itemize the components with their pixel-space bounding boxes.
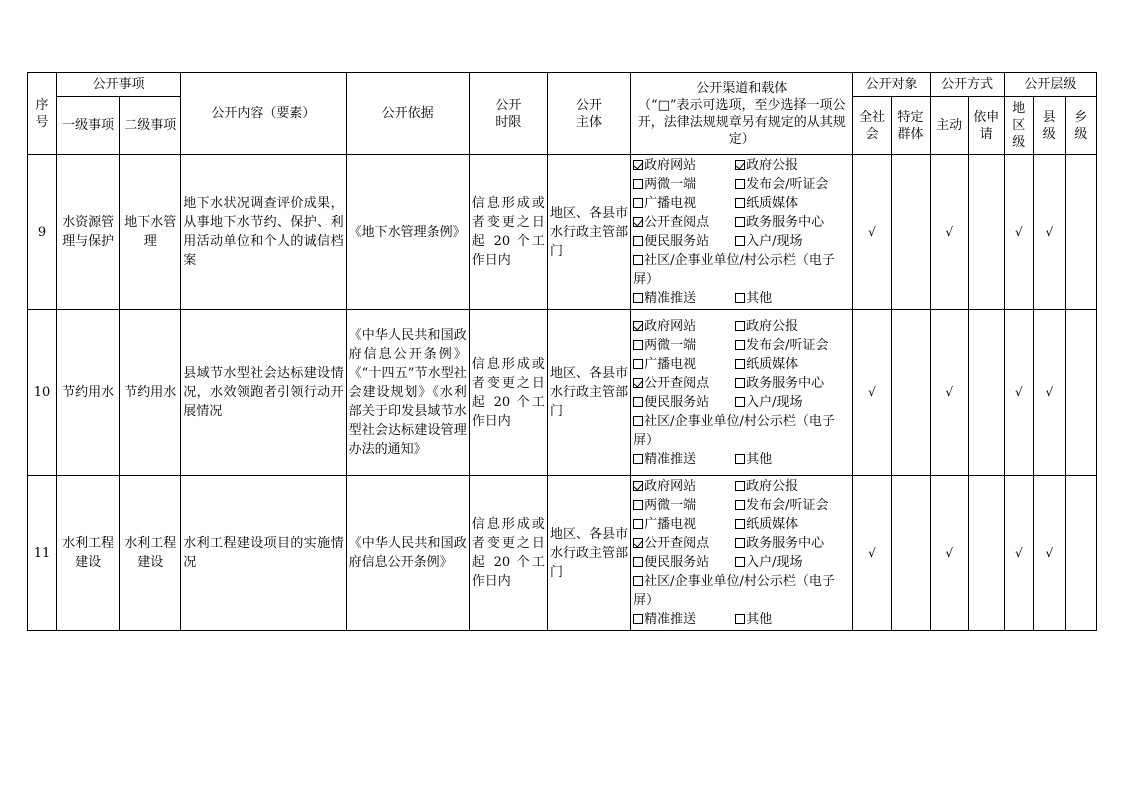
disclosure-table-sheet <box>27 72 1097 631</box>
channel-label: 发布会/听证会 <box>746 337 829 353</box>
unchecked-box-icon <box>735 538 745 548</box>
row-basis: 《地下水管理条例》 <box>346 155 469 310</box>
table-row <box>28 155 1097 310</box>
row-channels <box>631 155 853 310</box>
header-level-township-label: 乡级 <box>1074 109 1088 142</box>
channel-label: 公开查阅点 <box>644 215 710 230</box>
row-level-region: √ <box>1004 310 1033 476</box>
header-matters-group: 公开事项 <box>57 73 181 97</box>
unchecked-box-icon <box>633 255 643 265</box>
header-channels-title: 公开渠道和载体 <box>696 80 788 96</box>
unchecked-box-icon <box>633 614 643 624</box>
channel-line <box>633 412 850 450</box>
row-level-township <box>1065 155 1096 310</box>
checked-box-icon <box>633 217 643 227</box>
channel-option <box>633 289 735 308</box>
channel-label: 政务服务中心 <box>746 375 825 391</box>
unchecked-box-icon <box>633 236 643 246</box>
channel-label: 政府网站 <box>644 479 697 494</box>
row-audience-all: √ <box>853 310 891 476</box>
row-mode-active: √ <box>930 155 968 310</box>
channel-line <box>633 515 850 534</box>
channel-label: 其他 <box>746 612 773 627</box>
unchecked-box-icon <box>735 340 745 350</box>
channel-option <box>633 156 735 175</box>
header-mode-group: 公开方式 <box>930 73 1004 97</box>
channel-option <box>735 336 837 355</box>
channel-line <box>633 194 850 213</box>
channel-option <box>633 213 735 232</box>
channel-line <box>633 213 850 232</box>
channel-option <box>633 232 735 251</box>
row-seq: 11 <box>28 476 57 631</box>
channel-label: 两微一端 <box>644 498 697 513</box>
channel-line <box>633 251 850 289</box>
unchecked-box-icon <box>735 198 745 208</box>
channel-option <box>633 355 735 374</box>
unchecked-box-icon <box>633 397 643 407</box>
row-basis: 《中华人民共和国政府信息公开条例》《“十四五”节水型社会建设规划》《水利部关于印发县域节水型社会达标建设管理办法的通知》 <box>346 310 469 476</box>
channel-label: 广播电视 <box>644 517 697 532</box>
channel-label: 发布会/听证会 <box>746 498 829 513</box>
channel-option <box>735 232 837 251</box>
header-channels-note: （“□”表示可选项，至少选择一项公开，法律法规规章另有规定的从其规定） <box>637 97 846 147</box>
channel-line <box>633 175 850 194</box>
header-seq <box>28 73 57 155</box>
row-mode-active: √ <box>930 310 968 476</box>
unchecked-box-icon <box>633 293 643 303</box>
header-mode-request <box>968 97 1004 155</box>
row-content: 地下水状况调查评价成果，从事地下水节约、保护、利用活动单位和个人的诚信档案 <box>181 155 346 310</box>
channel-line <box>633 496 850 515</box>
unchecked-box-icon <box>735 481 745 491</box>
channel-label: 政府网站 <box>644 318 697 334</box>
channel-option <box>633 553 735 572</box>
row-level-region: √ <box>1004 155 1033 310</box>
channel-line <box>633 232 850 251</box>
channel-option <box>633 253 835 287</box>
row-level-township <box>1065 310 1096 476</box>
checked-box-icon <box>633 321 643 331</box>
row-channels <box>631 310 853 476</box>
channel-label: 社区/企事业单位/村公示栏（电子屏） <box>633 253 835 287</box>
row-time-limit: 信息形成或者变更之日起 20 个工作日内 <box>469 476 547 631</box>
channel-label: 政府公报 <box>746 479 799 494</box>
channel-line <box>633 355 850 374</box>
channel-line <box>633 450 850 469</box>
checked-box-icon <box>633 378 643 388</box>
channel-label: 纸质媒体 <box>746 196 799 211</box>
channel-option <box>633 496 735 515</box>
row-time-limit: 信息形成或者变更之日起 20 个工作日内 <box>469 155 547 310</box>
unchecked-box-icon <box>735 557 745 567</box>
channel-label: 政府网站 <box>644 158 697 173</box>
row-subject: 地区、各县市水行政主管部门 <box>547 310 630 476</box>
unchecked-box-icon <box>735 519 745 529</box>
channel-label: 公开查阅点 <box>644 375 710 391</box>
channel-label: 广播电视 <box>644 196 697 211</box>
channel-option <box>735 393 837 412</box>
unchecked-box-icon <box>735 321 745 331</box>
channel-option <box>633 450 735 469</box>
unchecked-box-icon <box>633 179 643 189</box>
header-audience-specific <box>891 97 930 155</box>
channel-line <box>633 374 850 393</box>
header-audience-all <box>853 97 891 155</box>
channel-label: 政府公报 <box>746 318 799 334</box>
row-level-county: √ <box>1033 155 1065 310</box>
unchecked-box-icon <box>735 500 745 510</box>
row-level1: 水利工程建设 <box>57 476 120 631</box>
channel-option <box>735 477 837 496</box>
channel-label: 精准推送 <box>644 451 697 467</box>
channel-option <box>735 175 837 194</box>
channel-option <box>633 414 835 448</box>
header-seq-label: 序号 <box>35 97 49 130</box>
channel-option <box>735 194 837 213</box>
table-body <box>28 155 1097 631</box>
header-level-region <box>1004 97 1033 155</box>
header-level-county-label: 县级 <box>1042 109 1056 142</box>
channel-label: 两微一端 <box>644 337 697 353</box>
header-subject-label: 公开主体 <box>575 97 602 130</box>
unchecked-box-icon <box>735 236 745 246</box>
row-level1: 节约用水 <box>57 310 120 476</box>
channel-option <box>633 610 735 629</box>
channel-option <box>735 450 837 469</box>
row-audience-all: √ <box>853 155 891 310</box>
channel-label: 政务服务中心 <box>746 215 825 230</box>
header-time-limit-label: 公开时限 <box>495 97 522 130</box>
row-mode-request <box>968 310 1004 476</box>
channel-option <box>633 534 735 553</box>
row-level1: 水资源管理与保护 <box>57 155 120 310</box>
unchecked-box-icon <box>633 519 643 529</box>
unchecked-box-icon <box>633 359 643 369</box>
checked-box-icon <box>735 160 745 170</box>
unchecked-box-icon <box>633 454 643 464</box>
channel-line <box>633 610 850 629</box>
header-level-county <box>1033 97 1065 155</box>
row-mode-request <box>968 155 1004 310</box>
header-content: 公开内容（要素） <box>181 73 346 155</box>
row-basis: 《中华人民共和国政府信息公开条例》 <box>346 476 469 631</box>
row-subject: 地区、各县市水行政主管部门 <box>547 155 630 310</box>
table-row <box>28 476 1097 631</box>
channel-option <box>633 175 735 194</box>
row-subject: 地区、各县市水行政主管部门 <box>547 476 630 631</box>
header-mode-active: 主动 <box>930 97 968 155</box>
channel-label: 纸质媒体 <box>746 517 799 532</box>
unchecked-box-icon <box>735 454 745 464</box>
checked-box-icon <box>633 538 643 548</box>
channel-line <box>633 289 850 308</box>
channel-label: 其他 <box>746 451 773 467</box>
unchecked-box-icon <box>735 397 745 407</box>
channel-line <box>633 156 850 175</box>
channel-label: 社区/企事业单位/村公示栏（电子屏） <box>633 574 835 608</box>
channel-option <box>735 156 837 175</box>
channel-line <box>633 572 850 610</box>
header-level2: 二级事项 <box>120 97 181 155</box>
channel-line <box>633 317 850 336</box>
channel-option <box>633 477 735 496</box>
table-row <box>28 310 1097 476</box>
unchecked-box-icon <box>633 198 643 208</box>
row-audience-specific <box>891 476 930 631</box>
row-content: 水利工程建设项目的实施情况 <box>181 476 346 631</box>
header-level-group: 公开层级 <box>1004 73 1096 97</box>
channel-label: 公开查阅点 <box>644 536 710 551</box>
unchecked-box-icon <box>735 378 745 388</box>
header-time-limit <box>469 73 547 155</box>
unchecked-box-icon <box>633 416 643 426</box>
channel-option <box>735 355 837 374</box>
row-level2: 地下水管理 <box>120 155 181 310</box>
channel-option <box>633 515 735 534</box>
row-channels <box>631 476 853 631</box>
row-level-township <box>1065 476 1096 631</box>
channel-option <box>633 374 735 393</box>
channel-line <box>633 553 850 572</box>
channel-label: 入户/现场 <box>746 394 803 410</box>
channel-option <box>633 393 735 412</box>
channel-label: 精准推送 <box>644 291 697 306</box>
row-level-county: √ <box>1033 310 1065 476</box>
channel-option <box>735 515 837 534</box>
unchecked-box-icon <box>633 557 643 567</box>
channel-option <box>735 553 837 572</box>
row-time-limit: 信息形成或者变更之日起 20 个工作日内 <box>469 310 547 476</box>
channel-label: 纸质媒体 <box>746 356 799 372</box>
unchecked-box-icon <box>735 614 745 624</box>
channel-line <box>633 393 850 412</box>
row-audience-all: √ <box>853 476 891 631</box>
unchecked-box-icon <box>735 179 745 189</box>
header-level-region-label: 地区级 <box>1012 101 1026 150</box>
header-subject <box>547 73 630 155</box>
channel-label: 两微一端 <box>644 177 697 192</box>
row-mode-request <box>968 476 1004 631</box>
channel-option <box>735 496 837 515</box>
row-content: 县域节水型社会达标建设情况，水效领跑者引领行动开展情况 <box>181 310 346 476</box>
row-level2: 节约用水 <box>120 310 181 476</box>
unchecked-box-icon <box>735 293 745 303</box>
checked-box-icon <box>633 160 643 170</box>
header-level1: 一级事项 <box>57 97 120 155</box>
unchecked-box-icon <box>735 359 745 369</box>
channel-label: 入户/现场 <box>746 234 803 249</box>
row-seq: 10 <box>28 310 57 476</box>
channel-label: 发布会/听证会 <box>746 177 829 192</box>
unchecked-box-icon <box>735 217 745 227</box>
channel-label: 入户/现场 <box>746 555 803 570</box>
row-audience-specific <box>891 310 930 476</box>
header-audience-all-label: 全社会 <box>858 109 885 142</box>
channel-option <box>735 374 837 393</box>
channel-option <box>735 534 837 553</box>
channel-label: 社区/企事业单位/村公示栏（电子屏） <box>633 413 835 448</box>
disclosure-table <box>27 72 1097 631</box>
row-mode-active: √ <box>930 476 968 631</box>
channel-option <box>633 574 835 608</box>
channel-option <box>735 289 837 308</box>
channel-option <box>633 194 735 213</box>
channel-option <box>735 213 837 232</box>
header-channels <box>631 73 853 155</box>
channel-label: 便民服务站 <box>644 555 710 570</box>
row-level2: 水利工程建设 <box>120 476 181 631</box>
header-level-township <box>1065 97 1096 155</box>
row-level-region: √ <box>1004 476 1033 631</box>
channel-label: 便民服务站 <box>644 394 710 410</box>
channel-label: 政务服务中心 <box>746 536 825 551</box>
channel-label: 便民服务站 <box>644 234 710 249</box>
header-audience-group: 公开对象 <box>853 73 930 97</box>
header-basis: 公开依据 <box>346 73 469 155</box>
channel-line <box>633 336 850 355</box>
checked-box-icon <box>633 481 643 491</box>
unchecked-box-icon <box>633 500 643 510</box>
channel-option <box>633 336 735 355</box>
channel-line <box>633 477 850 496</box>
channel-line <box>633 534 850 553</box>
channel-option <box>735 610 837 629</box>
header-audience-specific-label: 特定群体 <box>897 109 924 142</box>
channel-option <box>735 317 837 336</box>
row-audience-specific <box>891 155 930 310</box>
row-level-county: √ <box>1033 476 1065 631</box>
unchecked-box-icon <box>633 340 643 350</box>
channel-label: 精准推送 <box>644 612 697 627</box>
channel-label: 政府公报 <box>746 158 799 173</box>
channel-label: 广播电视 <box>644 356 697 372</box>
unchecked-box-icon <box>633 576 643 586</box>
row-seq: 9 <box>28 155 57 310</box>
header-mode-request-label: 依申请 <box>973 109 1000 142</box>
channel-label: 其他 <box>746 291 773 306</box>
channel-option <box>633 317 735 336</box>
